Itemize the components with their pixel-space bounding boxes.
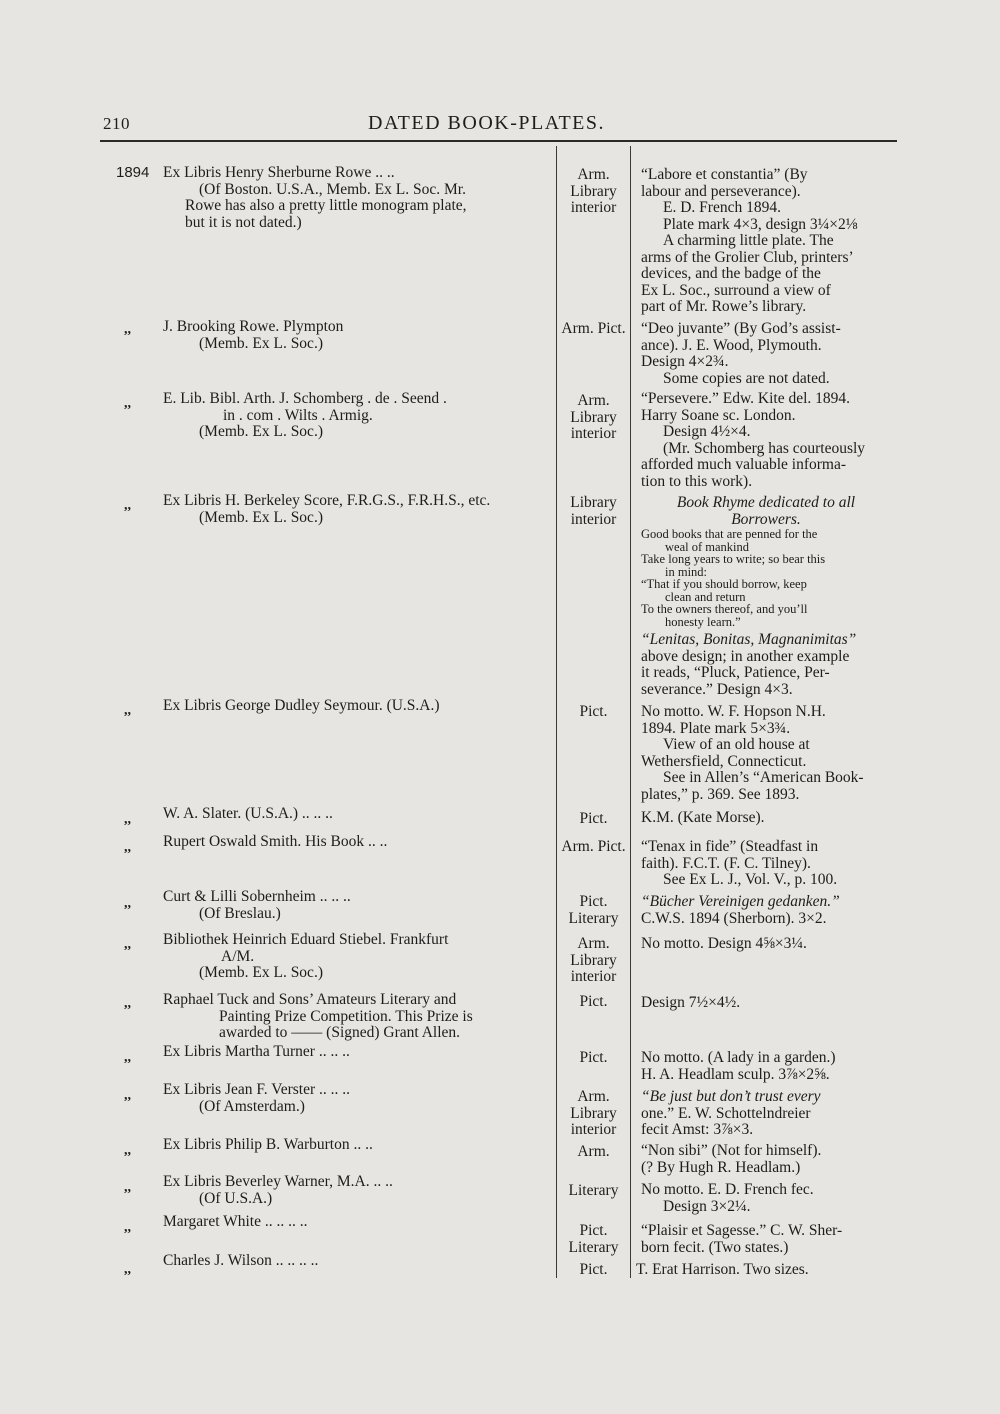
note-line: Wethersfield, Connecticut. [641,752,807,770]
entry-notes [641,495,891,698]
ditto-mark: ,, [124,396,131,411]
ditto-mark: ,, [124,937,131,952]
note-line: No motto. W. F. Hopson N.H. [641,703,826,720]
note-line: No motto. Design 4⅝×3¼. [641,935,807,952]
note-line: Design 7½×4½. [641,994,741,1011]
entry-line: (Of Breslau.) [199,904,281,922]
entry-owner [163,1082,547,1115]
ditto-mark: ,, [124,1180,131,1195]
note-line: tion to this work). [641,472,753,490]
entry-notes [641,995,891,1012]
note-line: severance.” Design 4×3. [641,680,793,698]
entry-line: Ex Libris Philip B. Warburton .. .. [163,1136,373,1153]
note-line: faith). F.C.T. (F. C. Tilney). [641,854,811,872]
entry-type [557,994,630,1011]
note-line: No motto. (A lady in a garden.) [641,1049,836,1066]
note-line: plates,” p. 369. See 1893. [641,785,800,803]
type-line: Library [570,408,617,426]
rhyme-line: weal of mankind [665,539,750,554]
note-line: Book Rhyme dedicated to all [676,494,856,511]
entry-line: Ex Libris Henry Sherburne Rowe .. .. [163,164,395,181]
entry-type [557,936,630,986]
entry-notes [641,810,891,827]
entry-line: Ex Libris Jean F. Verster .. .. .. [163,1081,351,1098]
entry-line: Raphael Tuck and Sons’ Amateurs Literary and [163,991,457,1008]
note-line: Borrowers. [731,510,801,528]
entry-line: W. A. Slater. (U.S.A.) .. .. .. [163,805,333,822]
entry-line: in . com . Wilts . Armig. [223,406,373,424]
rhyme-line: Good books that are penned for the [641,527,818,541]
entry-owner [163,391,547,441]
entry-owner [163,806,547,823]
note-line: it reads, “Pluck, Patience, Per- [641,664,830,681]
entry-notes [641,839,891,889]
entry-line: Margaret White .. .. .. .. [163,1213,308,1230]
type-line: interior [570,425,617,442]
note-line: View of an old house at [663,736,810,753]
entry-type [557,811,630,828]
note-line: Some copies are not dated. [663,369,830,387]
type-line: Arm. [577,392,610,409]
entry-owner [163,1214,547,1231]
entry-notes [641,936,891,953]
entry-notes [636,1262,886,1279]
entry-line: Rupert Oswald Smith. His Book .. .. [163,833,388,850]
note-line: A charming little plate. The [663,232,834,249]
entry-line: (Memb. Ex L. Soc.) [199,508,323,526]
ditto-mark: ,, [124,1220,131,1235]
note-line: See in Allen’s “American Book- [663,769,864,786]
entry-owner [163,165,547,231]
entry-line: A/M. [221,947,255,965]
type-line: interior [570,510,617,528]
note-line: E. D. French 1894. [663,199,781,216]
entry-line: but it is not dated.) [185,213,302,231]
entry-owner [163,992,547,1042]
rhyme-line: To the owners thereof, and you’ll [641,602,808,616]
note-line: No motto. E. D. French fec. [641,1181,814,1198]
entry-owner [163,834,547,851]
ditto-mark: ,, [124,1262,131,1277]
note-line: See Ex L. J., Vol. V., p. 100. [663,871,838,888]
entry-type [557,393,630,443]
note-line: (Mr. Schomberg has courteously [663,439,866,457]
note-line: T. Erat Harrison. Two sizes. [636,1261,809,1278]
note-line: (? By Hugh R. Headlam.) [641,1158,801,1176]
rhyme-line: honesty learn.” [665,614,741,629]
entry-line: Ex Libris H. Berkeley Score, F.R.G.S., F.R.H.S., etc. [163,492,491,509]
entry-notes [641,1143,891,1176]
ditto-mark: ,, [124,1143,131,1158]
note-line: arms of the Grolier Club, printers’ [641,248,854,266]
type-line: Pict. [579,993,608,1010]
column-divider-right [630,146,631,1278]
entry-type [557,1262,630,1279]
note-line: ance). J. E. Wood, Plymouth. [641,336,822,354]
year-label: 1894 [116,164,150,181]
note-line: C.W.S. 1894 (Sherborn). 3×2. [641,909,827,927]
entry-owner [163,1044,547,1061]
entry-owner [163,698,547,715]
type-line: Pict. [579,1222,608,1239]
entry-type [557,321,630,338]
type-line: Literary [568,1238,619,1256]
type-line: Library [570,182,617,200]
ditto-mark: ,, [124,840,131,855]
note-line: afforded much valuable informa- [641,456,847,473]
entry-owner [163,493,547,526]
rhyme-line: clean and return [665,589,746,604]
note-line: 1894. Plate mark 5×3¾. [641,719,791,737]
entry-owner [163,932,547,982]
type-line: Library [570,1104,617,1122]
note-line: Harry Soane sc. London. [641,406,796,424]
entry-type [557,1050,630,1067]
entry-notes [641,1050,891,1083]
ditto-mark: ,, [124,498,131,513]
note-line: born fecit. (Two states.) [641,1238,789,1256]
entry-line: (Of Boston. U.S.A., Memb. Ex L. Soc. Mr. [199,180,466,198]
ditto-mark: ,, [124,703,131,718]
entry-line: Painting Prize Competition. This Prize is [219,1007,473,1025]
entry-line: Charles J. Wilson .. .. .. .. [163,1252,319,1269]
entry-line: Bibliothek Heinrich Eduard Stiebel. Frankfurt [163,931,449,948]
type-line: interior [570,1121,617,1138]
note-line: “Bücher Vereinigen gedanken.” [641,893,840,910]
entry-line: (Memb. Ex L. Soc.) [199,334,323,352]
rhyme-line: “That if you should borrow, keep [641,577,807,591]
entry-line: Ex Libris Martha Turner .. .. .. [163,1043,350,1060]
entry-line: Curt & Lilli Sobernheim .. .. .. [163,888,351,905]
note-line: devices, and the badge of the [641,265,821,282]
entry-type [557,894,630,927]
ditto-mark: ,, [124,1088,131,1103]
entry-owner [163,1253,547,1270]
note-line: “Plaisir et Sagesse.” C. W. Sher- [641,1222,843,1239]
entry-line: (Memb. Ex L. Soc.) [199,964,323,981]
header-rule [100,140,897,142]
entry-type [557,1183,630,1200]
entry-type [557,1223,630,1256]
note-line: “Tenax in fide” (Steadfast in [641,838,819,855]
entry-type [557,1089,630,1139]
rhyme-line: in mind: [665,564,708,579]
book-rhyme [641,528,891,628]
entry-line: (Memb. Ex L. Soc.) [199,423,323,440]
entry-notes [641,894,891,927]
note-line: “Deo juvante” (By God’s assist- [641,320,841,337]
note-line: Ex L. Soc., surround a view of [641,281,831,299]
entry-line: (Of Amsterdam.) [199,1097,305,1115]
entry-notes [641,391,891,490]
ditto-mark: ,, [124,1050,131,1065]
entry-type [557,167,630,217]
type-line: Pict. [579,893,608,910]
type-line: Literary [568,1182,619,1199]
entry-owner [163,319,547,352]
type-line: Arm. Pict. [561,838,626,855]
note-line: fecit Amst: 3⅞×3. [641,1121,754,1138]
entry-notes [641,1182,891,1215]
ditto-mark: ,, [124,322,131,337]
entry-type [557,495,630,528]
type-line: Pict. [579,703,608,720]
type-line: Literary [568,909,619,927]
note-line: labour and perseverance). [641,182,801,200]
note-line: one.” E. W. Schottelndreier [641,1104,811,1122]
type-line: Arm. Pict. [561,320,626,337]
rhyme-line: Take long years to write; so bear this [641,552,826,566]
entry-line: (Of U.S.A.) [199,1189,273,1207]
type-line: interior [570,968,617,985]
type-line: Pict. [579,1261,608,1278]
ditto-mark: ,, [124,996,131,1011]
type-line: Library [570,951,617,969]
ditto-mark: ,, [124,896,131,911]
type-line: interior [570,199,617,216]
note-line: “Persevere.” Edw. Kite del. 1894. [641,390,851,407]
entry-notes [641,167,891,316]
page-number: 210 [103,114,130,133]
entry-line: Ex Libris Beverley Warner, M.A. .. .. [163,1173,393,1190]
type-line: Library [570,494,617,511]
note-line: “Labore et constantia” (By [641,166,808,183]
entry-line: Ex Libris George Dudley Seymour. (U.S.A.) [163,697,440,714]
entry-notes [641,321,891,387]
type-line: Arm. [577,166,610,183]
ditto-mark: ,, [124,812,131,827]
type-line: Arm. [577,935,610,952]
note-line: “Non sibi” (Not for himself). [641,1142,822,1159]
entry-line: awarded to —— (Signed) Grant Allen. [219,1024,461,1041]
note-line: K.M. (Kate Morse). [641,809,765,826]
note-line: H. A. Headlam sculp. 3⅞×2⅝. [641,1065,830,1083]
note-line: above design; in another example [641,647,850,665]
note-line: Design 4×2¾. [641,353,729,370]
note-line: Design 3×2¼. [663,1197,751,1215]
note-line: “Lenitas, Bonitas, Magnanimitas” [641,631,857,648]
note-line: part of Mr. Rowe’s library. [641,298,807,315]
running-title: DATED BOOK-PLATES. [368,112,605,134]
entry-line: E. Lib. Bibl. Arth. J. Schomberg . de . Seend . [163,390,447,407]
type-line: Arm. [577,1088,610,1105]
note-line: “Be just but don’t trust every [641,1088,821,1105]
type-line: Arm. [577,1143,610,1160]
type-line: Pict. [579,1049,608,1066]
entry-type [557,1144,630,1161]
entry-notes [641,704,891,803]
entry-line: J. Brooking Rowe. Plympton [163,318,344,335]
note-line: Design 4½×4. [663,423,751,440]
entry-notes [641,1089,891,1139]
entry-line: Rowe has also a pretty little monogram plate, [185,197,467,214]
entry-owner [163,1174,547,1207]
type-line: Pict. [579,810,608,827]
entry-owner [163,889,547,922]
entry-notes [641,1223,891,1256]
note-line: Plate mark 4×3, design 3¼×2⅛ [663,215,858,233]
entry-type [557,704,630,721]
entry-owner [163,1137,547,1154]
entry-type [557,839,630,856]
